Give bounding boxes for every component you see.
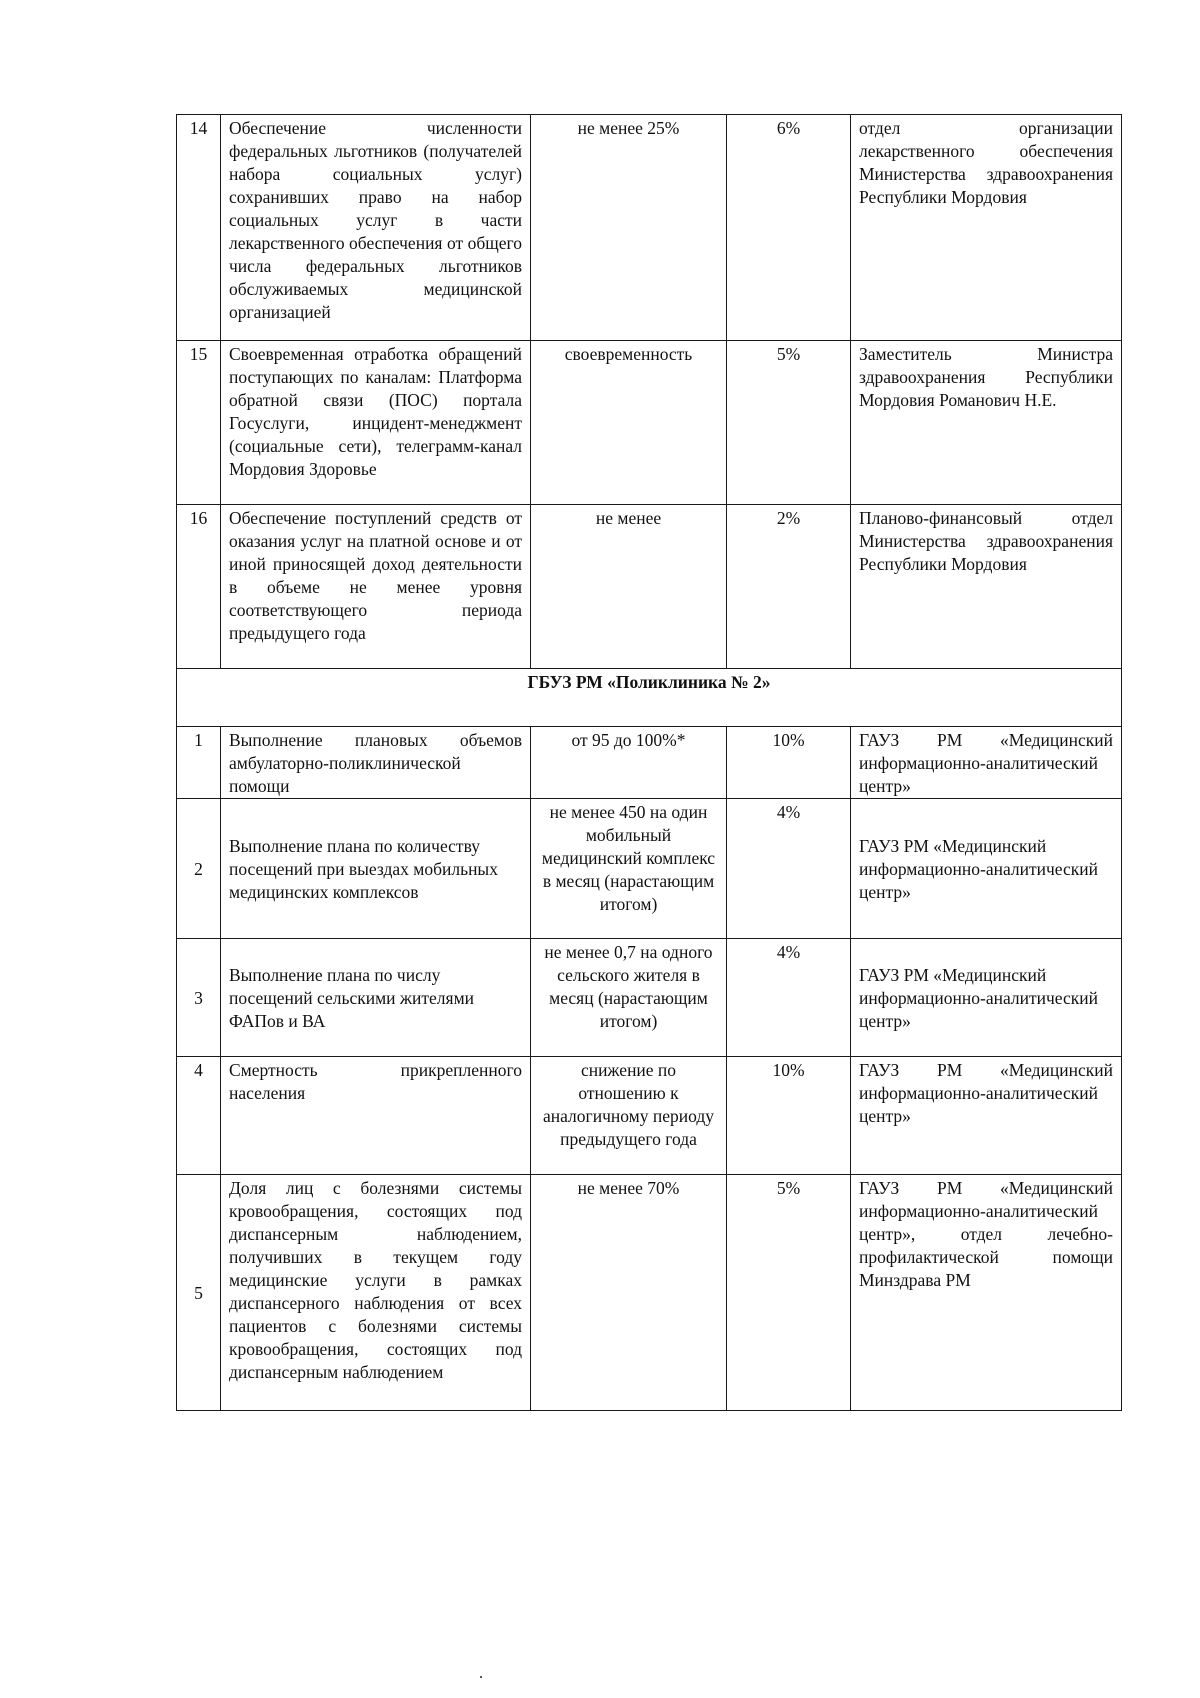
- scan-dot: [480, 1676, 482, 1678]
- indicator-name: Обеспечение поступлений средств от оказания услуг на платной основе и от иной приносящей доход деятельности в объеме не менее уровня соответствующего периода предыдущего года: [221, 505, 531, 669]
- table-row: [177, 727, 1122, 799]
- responsible-party: Заместитель Министра здравоохранения Республики Мордовия Романович Н.Е.: [851, 341, 1122, 505]
- row-number: 3: [177, 939, 221, 1057]
- target-value: снижение по отношению к аналогичному периоду предыдущего года: [531, 1057, 727, 1175]
- row-number: 5: [177, 1175, 221, 1411]
- indicator-name: Обеспечение численности федеральных льготников (получателей набора социальных услуг) сохранивших право на набор социальных услуг в части лекарственного обеспечения от общего числа федеральных льготников обслуживаемых медицинской организацией: [221, 115, 531, 341]
- target-value: не менее 0,7 на одного сельского жителя в месяц (нарастающим итогом): [531, 939, 727, 1057]
- target-value: от 95 до 100%*: [531, 727, 727, 799]
- weight-value: 4%: [727, 799, 851, 939]
- section-header-row: [177, 669, 1122, 727]
- table-row: [177, 1057, 1122, 1175]
- responsible-party: отдел организации лекарственного обеспечения Министерства здравоохранения Республики Мордовия: [851, 115, 1122, 341]
- table-row: [177, 1175, 1122, 1411]
- row-number: 2: [177, 799, 221, 939]
- row-number: 14: [177, 115, 221, 341]
- weight-value: 10%: [727, 1057, 851, 1175]
- table-row: [177, 799, 1122, 939]
- target-value: не менее 450 на один мобильный медицинский комплекс в месяц (нарастающим итогом): [531, 799, 727, 939]
- section-title: ГБУЗ РМ «Поликлиника № 2»: [177, 669, 1122, 727]
- indicator-name: Смертность прикрепленного населения: [221, 1057, 531, 1175]
- indicator-name: Выполнение плановых объемов амбулаторно-поликлинической помощи: [221, 727, 531, 799]
- table-row: [177, 341, 1122, 505]
- responsible-party: ГАУЗ РМ «Медицинский информационно-аналитический центр»: [851, 727, 1122, 799]
- weight-value: 4%: [727, 939, 851, 1057]
- row-number: 1: [177, 727, 221, 799]
- weight-value: 6%: [727, 115, 851, 341]
- indicators-table: [176, 114, 1122, 1411]
- indicator-name: Своевременная отработка обращений поступающих по каналам: Платформа обратной связи (ПОС) портала Госуслуги, инцидент-менеджмент (социальные сети), телеграмм-канал Мордовия Здоровье: [221, 341, 531, 505]
- responsible-party: ГАУЗ РМ «Медицинский информационно-аналитический центр», отдел лечебно-профилактической помощи Минздрава РМ: [851, 1175, 1122, 1411]
- row-number: 15: [177, 341, 221, 505]
- weight-value: 2%: [727, 505, 851, 669]
- responsible-party: ГАУЗ РМ «Медицинский информационно-аналитический центр»: [851, 799, 1122, 939]
- weight-value: 10%: [727, 727, 851, 799]
- indicator-name: Доля лиц с болезнями системы кровообращения, состоящих под диспансерным наблюдением, получивших в текущем году медицинские услуги в рамках диспансерного наблюдения от всех пациентов с болезнями системы кровообращения, состоящих под диспансерным наблюдением: [221, 1175, 531, 1411]
- target-value: своевременность: [531, 341, 727, 505]
- weight-value: 5%: [727, 1175, 851, 1411]
- responsible-party: ГАУЗ РМ «Медицинский информационно-аналитический центр»: [851, 939, 1122, 1057]
- row-number: 4: [177, 1057, 221, 1175]
- table-row: [177, 115, 1122, 341]
- weight-value: 5%: [727, 341, 851, 505]
- table-row: [177, 505, 1122, 669]
- table-row: [177, 939, 1122, 1057]
- responsible-party: Планово-финансовый отдел Министерства здравоохранения Республики Мордовия: [851, 505, 1122, 669]
- target-value: не менее: [531, 505, 727, 669]
- indicator-name: Выполнение плана по количеству посещений при выездах мобильных медицинских комплексов: [221, 799, 531, 939]
- responsible-party: ГАУЗ РМ «Медицинский информационно-аналитический центр»: [851, 1057, 1122, 1175]
- target-value: не менее 70%: [531, 1175, 727, 1411]
- target-value: не менее 25%: [531, 115, 727, 341]
- row-number: 16: [177, 505, 221, 669]
- indicator-name: Выполнение плана по числу посещений сельскими жителями ФАПов и ВА: [221, 939, 531, 1057]
